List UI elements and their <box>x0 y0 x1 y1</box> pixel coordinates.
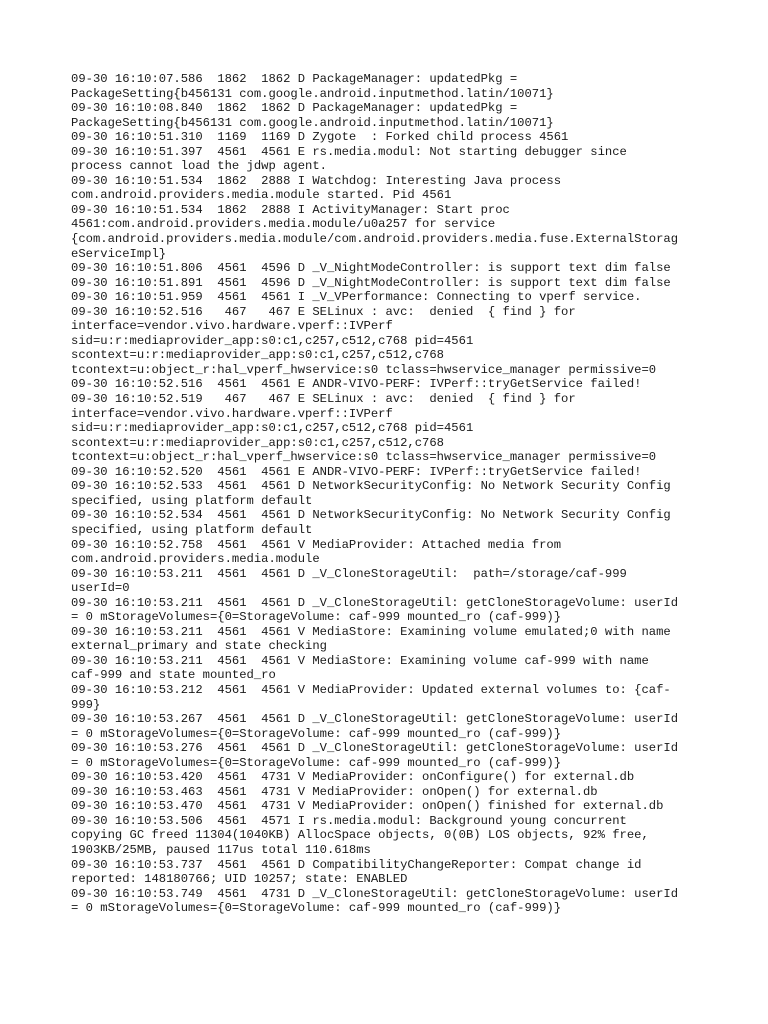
log-line: 09-30 16:10:53.267 4561 4561 D _V_CloneStorageUtil: getCloneStorageVolume: userId <box>71 712 679 727</box>
log-line: 09-30 16:10:07.586 1862 1862 D PackageManager: updatedPkg = <box>71 72 518 86</box>
log-line: 09-30 16:10:08.840 1862 1862 D PackageManager: updatedPkg = <box>71 101 518 116</box>
log-line: 09-30 16:10:52.519 467 467 E SELinux : avc: denied { find } for <box>71 392 576 407</box>
log-line: com.android.providers.media.module <box>71 552 320 567</box>
log-line: caf-999 and state mounted_ro <box>71 668 276 683</box>
log-line: 09-30 16:10:53.506 4561 4571 I rs.media.modul: Background young concurrent <box>71 813 627 828</box>
log-line: 09-30 16:10:53.749 4561 4731 D _V_CloneStorageUtil: getCloneStorageVolume: userId <box>71 886 679 901</box>
log-line: process cannot load the jdwp agent. <box>71 159 327 174</box>
log-line: tcontext=u:object_r:hal_vperf_hwservice:s0 tclass=hwservice_manager permissive=0 <box>71 450 657 465</box>
log-line: 09-30 16:10:52.516 4561 4561 E ANDR-VIVO-PERF: IVPerf::tryGetService failed! <box>71 377 642 392</box>
log-line: 09-30 16:10:53.737 4561 4561 D CompatibilityChangeReporter: Compat change id <box>71 857 642 872</box>
log-line: 09-30 16:10:53.420 4561 4731 V MediaProvider: onConfigure() for external.db <box>71 770 635 785</box>
log-line: reported: 148180766; UID 10257; state: ENABLED <box>71 872 408 887</box>
log-line: 09-30 16:10:51.891 4561 4596 D _V_NightModeController: is support text dim false <box>71 275 671 290</box>
log-line: 09-30 16:10:52.758 4561 4561 V MediaProvider: Attached media from <box>71 537 562 552</box>
log-line: 09-30 16:10:51.397 4561 4561 E rs.media.modul: Not starting debugger since <box>71 144 627 159</box>
log-line: 09-30 16:10:51.806 4561 4596 D _V_NightModeController: is support text dim false <box>71 261 671 276</box>
log-line: 09-30 16:10:53.211 4561 4561 D _V_CloneStorageUtil: getCloneStorageVolume: userId <box>71 595 679 610</box>
log-line: specified, using platform default <box>71 522 313 537</box>
log-line: copying GC freed 11304(1040KB) AllocSpace objects, 0(0B) LOS objects, 92% free, <box>71 828 649 843</box>
log-line: 09-30 16:10:53.463 4561 4731 V MediaProvider: onOpen() for external.db <box>71 784 598 799</box>
log-line: 4561:com.android.providers.media.module/u0a257 for service <box>71 217 496 232</box>
log-line: interface=vendor.vivo.hardware.vperf::IVPerf <box>71 319 393 334</box>
log-line: 09-30 16:10:53.211 4561 4561 V MediaStore: Examining volume emulated;0 with name <box>71 624 671 639</box>
log-line: 09-30 16:10:51.534 1862 2888 I ActivityManager: Start proc <box>71 202 510 217</box>
log-line: = 0 mStorageVolumes={0=StorageVolume: caf-999 mounted_ro (caf-999)} <box>71 610 562 625</box>
log-line: scontext=u:r:mediaprovider_app:s0:c1,c257,c512,c768 <box>71 348 444 363</box>
log-line: 09-30 16:10:52.533 4561 4561 D NetworkSecurityConfig: No Network Security Config <box>71 479 671 494</box>
log-document <box>71 72 711 916</box>
log-line: = 0 mStorageVolumes={0=StorageVolume: caf-999 mounted_ro (caf-999)} <box>71 901 562 916</box>
log-line: 09-30 16:10:52.534 4561 4561 D NetworkSecurityConfig: No Network Security Config <box>71 508 671 523</box>
log-line: specified, using platform default <box>71 493 313 508</box>
log-line: 09-30 16:10:53.470 4561 4731 V MediaProvider: onOpen() finished for external.db <box>71 799 664 814</box>
log-line: tcontext=u:object_r:hal_vperf_hwservice:s0 tclass=hwservice_manager permissive=0 <box>71 362 657 377</box>
log-line: 09-30 16:10:52.516 467 467 E SELinux : avc: denied { find } for <box>71 304 576 319</box>
log-line: com.android.providers.media.module started. Pid 4561 <box>71 188 452 203</box>
log-line: 09-30 16:10:53.212 4561 4561 V MediaProvider: Updated external volumes to: {caf- <box>71 682 671 697</box>
log-line: 09-30 16:10:52.520 4561 4561 E ANDR-VIVO-PERF: IVPerf::tryGetService failed! <box>71 464 642 479</box>
log-line: 09-30 16:10:53.211 4561 4561 V MediaStore: Examining volume caf-999 with name <box>71 653 649 668</box>
log-line: PackageSetting{b456131 com.google.android.inputmethod.latin/10071} <box>71 115 554 130</box>
log-line: eServiceImpl} <box>71 246 167 261</box>
log-line: {com.android.providers.media.module/com.android.providers.media.fuse.ExternalStorag <box>71 232 679 247</box>
log-line: sid=u:r:mediaprovider_app:s0:c1,c257,c512,c768 pid=4561 <box>71 421 474 436</box>
log-line: = 0 mStorageVolumes={0=StorageVolume: caf-999 mounted_ro (caf-999)} <box>71 726 562 741</box>
log-line: interface=vendor.vivo.hardware.vperf::IVPerf <box>71 406 393 421</box>
log-line: 09-30 16:10:51.534 1862 2888 I Watchdog: Interesting Java process <box>71 173 562 188</box>
log-line: scontext=u:r:mediaprovider_app:s0:c1,c257,c512,c768 <box>71 435 444 450</box>
log-line: PackageSetting{b456131 com.google.android.inputmethod.latin/10071} <box>71 86 554 101</box>
log-line: sid=u:r:mediaprovider_app:s0:c1,c257,c512,c768 pid=4561 <box>71 333 474 348</box>
log-line: 999} <box>71 697 101 712</box>
log-line: 09-30 16:10:51.959 4561 4561 I _V_VPerformance: Connecting to vperf service. <box>71 290 642 305</box>
log-line: 09-30 16:10:53.211 4561 4561 D _V_CloneStorageUtil: path=/storage/caf-999 <box>71 566 627 581</box>
log-line: 09-30 16:10:51.310 1169 1169 D Zygote : Forked child process 4561 <box>71 130 569 145</box>
log-line: 1903KB/25MB, paused 117us total 110.618ms <box>71 842 371 857</box>
log-line: 09-30 16:10:53.276 4561 4561 D _V_CloneStorageUtil: getCloneStorageVolume: userId <box>71 741 679 756</box>
log-line: userId=0 <box>71 581 130 596</box>
log-line: = 0 mStorageVolumes={0=StorageVolume: caf-999 mounted_ro (caf-999)} <box>71 755 562 770</box>
log-line: external_primary and state checking <box>71 639 327 654</box>
